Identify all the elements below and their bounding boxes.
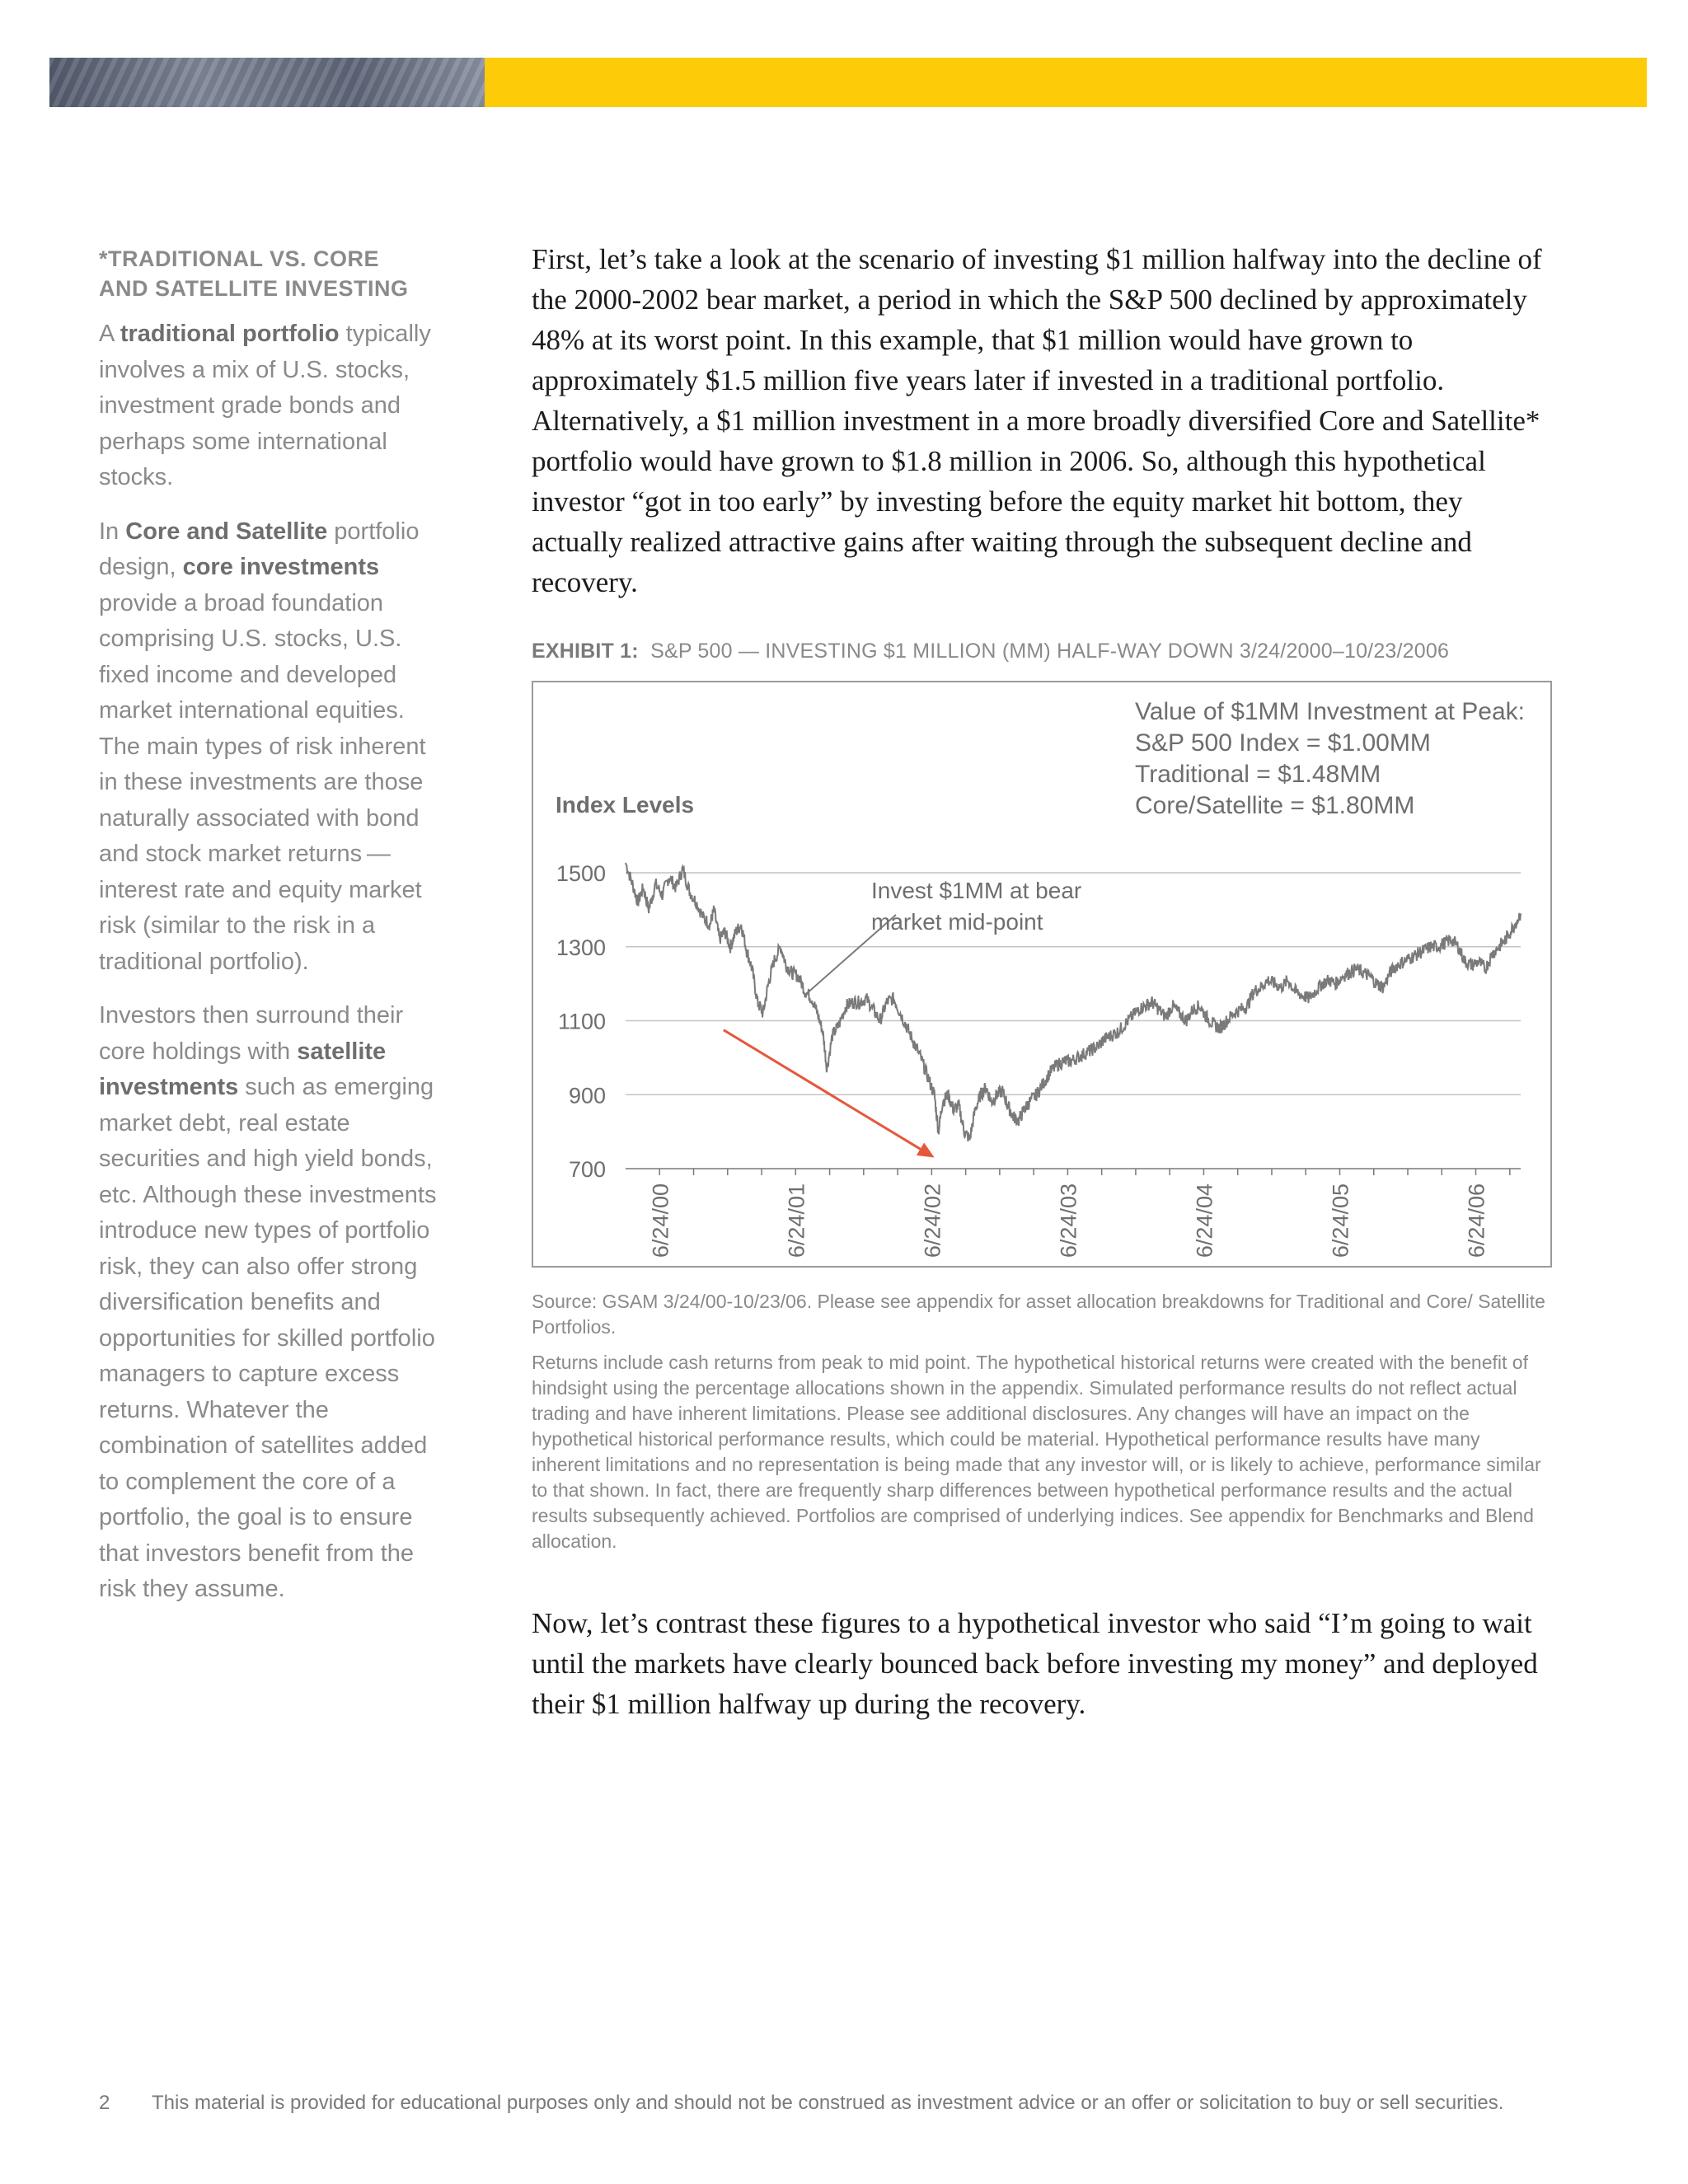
sidebar-bold-term: Core and Satellite [125,518,328,545]
legend-line3: Traditional = $1.48MM [1135,761,1381,788]
sidebar [99,244,445,1626]
y-tick-label: 700 [568,1157,606,1182]
sidebar-bold-term: traditional portfolio [120,321,340,347]
sidebar-title [99,244,445,303]
sidebar-text: such as emerging market debt, real estate securities and high yield bonds, etc. Although these investments introduce new types of portfolio risk, they can also offer strong diversification benefits and opportunities for skilled portfolio managers to capture excess returns. Whatever the combination of satellites added to complement the core of a portfolio, the goal is to ensure that investors benefit from the risk they assume. [99,1074,437,1602]
x-tick-label: 6/24/06 [1464,1183,1489,1258]
x-tick-label: 6/24/00 [648,1183,673,1258]
source-note: Source: GSAM 3/24/00-10/23/06. Please see appendix for asset allocation breakdowns for Traditional and Core/ Satellite Portfolios. [532,1291,1545,1338]
legend-line2: S&P 500 Index = $1.00MM [1135,729,1431,757]
x-tick-label: 6/24/02 [920,1183,945,1258]
decline-arrowhead [917,1142,935,1157]
sidebar-bold-term: core investments [182,554,380,580]
sidebar-text: portfolio design, [99,518,420,580]
chart-frame [532,681,1552,1268]
header-photo-band [49,58,485,107]
annotation-text-line1: Invest $1MM at bear [871,878,1082,903]
intro-paragraph: First, let’s take a look at the scenario of investing $1 million halfway into the decline of the 2000-2002 bear market, a period in which the S&P 500 declined by approximately 48% at its worst point. In this example, that $1 million would have grown to approximately $1.5 million five years later if invested in a traditional portfolio. Alternatively, a $1 million investment in a more broadly diversified Core and Satellite* portfolio would have grown to $1.8 million in 2006. So, although this hypothetical investor “got in too early” by investing before the equity market hit bottom, they actually realized attractive gains after waiting through the subsequent decline and recovery. [532,243,1542,598]
sp500-series-line [626,863,1521,1141]
y-tick-label: 1100 [557,1009,606,1034]
chart-notes [532,1289,1554,1564]
legend-line4: Core/Satellite = $1.80MM [1135,792,1415,819]
x-tick-label: 6/24/01 [784,1183,809,1258]
contrast-paragraph: Now, let’s contrast these figures to a hypothetical investor who said “I’m going to wait until the markets have clearly bounced back before investing my money” and deployed their $1 million halfway up during the recovery. [532,1607,1538,1720]
sidebar-paragraph-core [99,514,445,981]
x-tick-label: 6/24/03 [1056,1183,1081,1258]
footer-disclaimer: This material is provided for educational purposes only and should not be construed as investment advice or an offer or solicitation to buy or sell securities. [152,2092,1504,2114]
sidebar-title-line2: AND SATELLITE INVESTING [99,276,409,301]
returns-note: Returns include cash returns from peak to mid point. The hypothetical historical returns were created with the benefit of hindsight using the percentage allocations shown in the appendix. Simulated performance results do not reflect actual trading and have inherent limitations. Please see additional disclosures. Any changes will have an impact on the hypothetical historical performance results, which could be material. Hypothetical performance results have many inherent limitations and no representation is being made that any investor will, or is likely to achieve, performance similar to that shown. In fact, there are frequently sharp differences between hypothetical performance results and the actual results subsequently achieved. Portfolios are comprised of underlying indices. See appendix for Benchmarks and Blend allocation. [532,1352,1541,1552]
sidebar-title-line1: *TRADITIONAL VS. CORE [99,246,380,271]
exhibit-caption [532,640,1603,663]
sidebar-text: Investors then surround their core holdings with [99,1002,404,1065]
sidebar-paragraph-traditional [99,316,445,496]
sidebar-bold-term: satellite investments [99,1038,387,1100]
sidebar-text: A [99,321,120,347]
sidebar-text: typically involves a mix of U.S. stocks, investment grade bonds and perhaps some international stocks. [99,321,431,490]
exhibit-title: S&P 500 — INVESTING $1 MILLION (MM) HALF-WAY DOWN 3/24/2000–10/23/2006 [650,640,1450,663]
y-tick-label: 900 [568,1083,606,1108]
exhibit-label: EXHIBIT 1: [532,640,639,663]
y-axis-label: Index Levels [556,792,695,818]
header-yellow-band [485,58,1647,107]
x-tick-label: 6/24/04 [1192,1183,1217,1258]
page-number: 2 [99,2092,110,2114]
sidebar-paragraph-satellite [99,998,445,1608]
y-tick-label: 1300 [556,935,606,960]
decline-arrow [724,1030,921,1149]
sidebar-text: provide a broad foundation comprising U.S. stocks, U.S. fixed income and developed market international equities. The main types of risk inherent in these investments are those naturally associated with bond and stock market returns — interest rate and equity market risk (similar to the risk in a traditional portfolio). [99,589,426,975]
annotation-text-line2: market mid-point [871,909,1043,935]
legend-line1: Value of $1MM Investment at Peak: [1135,698,1526,725]
sp500-line-chart [533,682,1554,1269]
sidebar-text: In [99,518,126,545]
x-tick-label: 6/24/05 [1328,1183,1353,1258]
main-column [532,239,1554,602]
y-tick-label: 1500 [556,861,606,886]
